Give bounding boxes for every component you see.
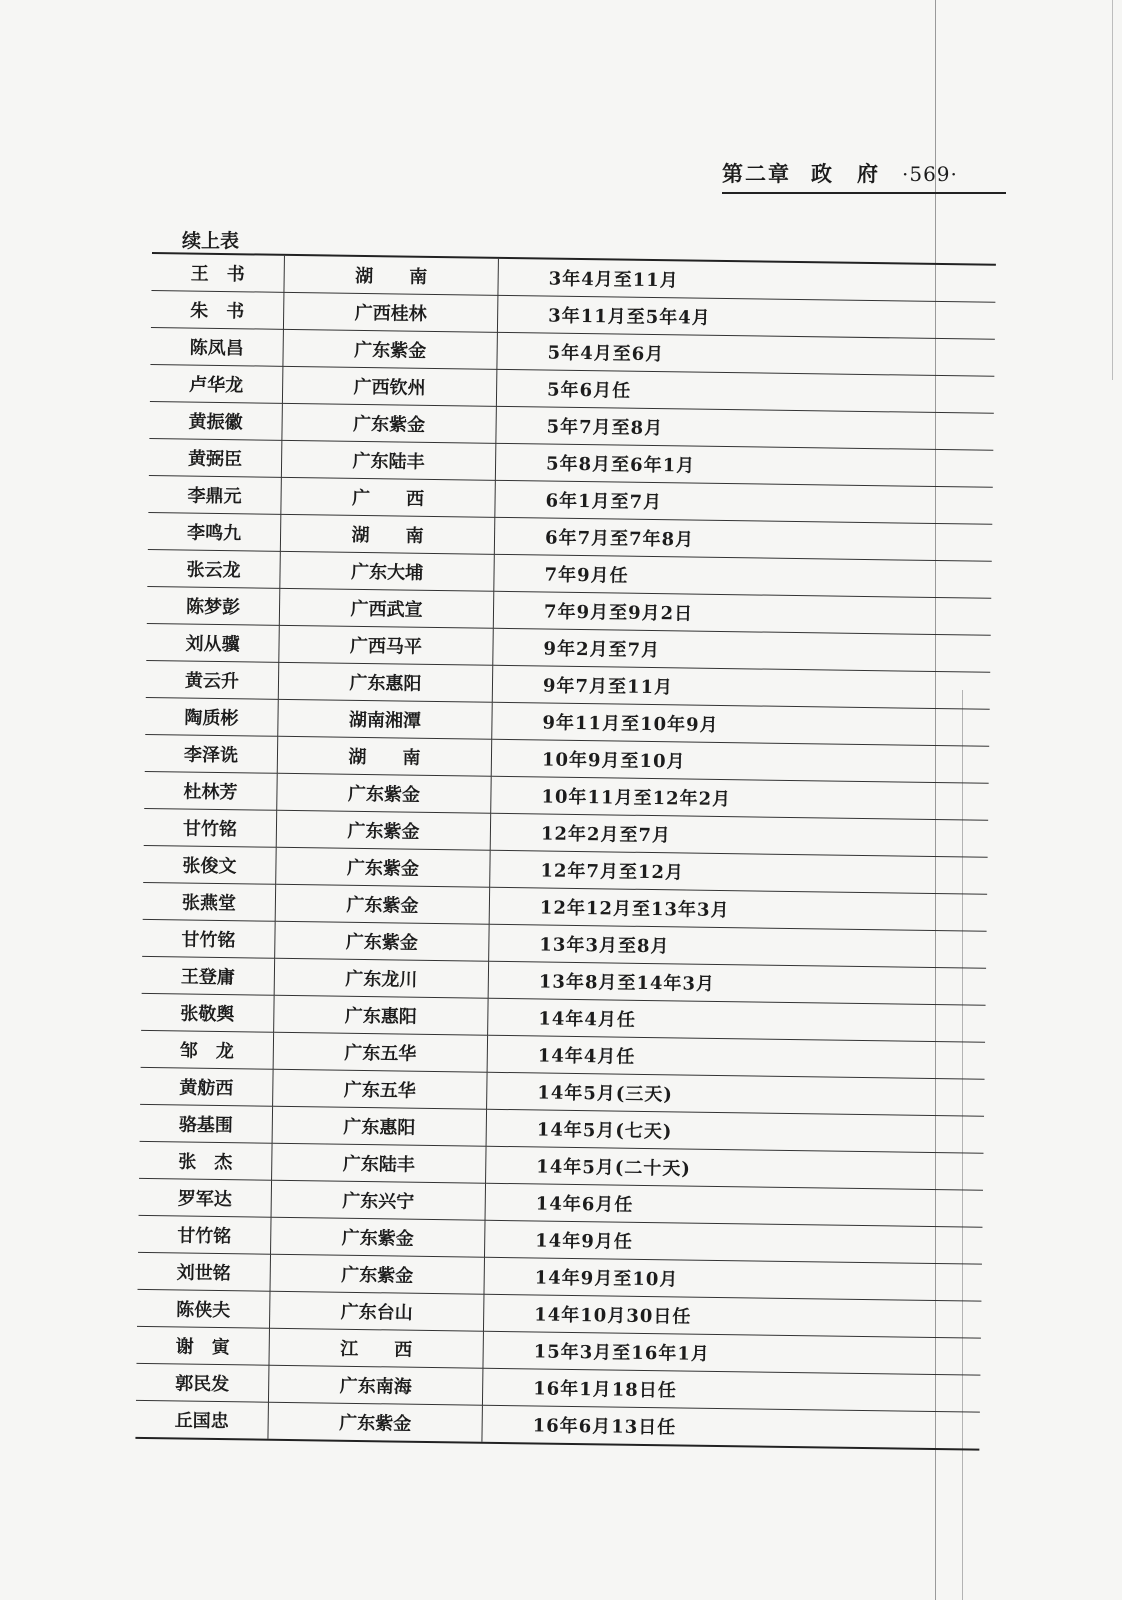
name-cell: 黄云升 [146,660,279,699]
name-cell: 陶质彬 [145,697,278,736]
native-place-cell: 广东紫金 [275,921,489,961]
term-cell: 14年4月任 [488,998,986,1042]
name-cell: 陈梦彭 [147,586,280,625]
name-cell: 张燕堂 [143,882,276,921]
native-place-cell: 湖南湘潭 [278,699,492,739]
native-place-cell: 广东兴宁 [271,1180,485,1220]
term-cell: 10年11月至12年2月 [491,776,989,820]
native-place-cell: 广东紫金 [275,884,489,924]
native-place-cell: 广东惠阳 [278,662,492,702]
page-number: ·569· [902,162,958,186]
term-cell: 16年1月18日任 [482,1368,980,1412]
name-cell: 李泽诜 [145,734,278,773]
name-cell: 邹 龙 [141,1030,274,1069]
term-cell: 10年9月至10月 [491,739,989,783]
term-cell: 5年4月至6月 [497,332,995,376]
term-cell: 9年7月至11月 [492,665,990,709]
term-cell: 5年6月任 [496,369,994,413]
name-cell: 骆基围 [140,1104,273,1143]
name-cell: 王登庸 [142,956,275,995]
name-cell: 丘国忠 [135,1400,268,1438]
native-place-cell: 广西桂林 [283,292,497,332]
term-cell: 9年11月至10年9月 [492,702,990,746]
term-cell: 13年3月至8月 [489,924,987,968]
native-place-cell: 广东陆丰 [281,440,495,480]
page-edge-line [1112,0,1113,380]
native-place-cell: 广东南海 [268,1365,482,1405]
native-place-cell: 广东陆丰 [272,1143,486,1183]
term-cell: 3年11月至5年4月 [497,295,995,339]
term-cell: 14年5月(七天) [486,1109,984,1153]
name-cell: 杜林芳 [144,771,277,810]
name-cell: 张云龙 [147,549,280,588]
term-cell: 5年7月至8月 [496,406,994,450]
native-place-cell: 湖 南 [280,514,494,554]
name-cell: 刘从骥 [146,623,279,662]
native-place-cell: 广东紫金 [282,403,496,443]
native-place-cell: 江 西 [269,1328,483,1368]
chapter-label: 第二章 [722,161,791,186]
name-cell: 郭民发 [136,1363,269,1402]
native-place-cell: 广东紫金 [283,329,497,369]
name-cell: 张敬舆 [141,993,274,1032]
native-place-cell: 广东惠阳 [272,1106,486,1146]
term-cell: 13年8月至14年3月 [488,961,986,1005]
term-cell: 14年4月任 [487,1035,985,1079]
term-cell: 14年5月(二十天) [486,1146,984,1190]
native-place-cell: 湖 南 [277,736,491,776]
term-cell: 16年6月13日任 [532,1415,677,1439]
native-place-cell: 广东紫金 [277,773,491,813]
running-header [722,158,1004,188]
name-cell: 甘竹铭 [138,1215,271,1254]
table-caption: 续上表 [182,230,240,252]
name-cell: 王 书 [151,254,284,292]
term-cell: 12年2月至7月 [490,813,988,857]
name-cell: 甘竹铭 [142,919,275,958]
header-rule [722,192,1006,194]
native-place-cell: 广东紫金 [276,810,490,850]
term-cell: 14年9月任 [484,1220,982,1264]
native-place-cell: 广东紫金 [271,1217,485,1257]
term-cell: 6年7月至7年8月 [494,517,992,561]
native-place-cell: 广 西 [281,477,495,517]
name-cell: 李鼎元 [148,475,281,514]
name-cell: 卢华龙 [150,364,283,403]
native-place-cell: 广东五华 [273,1032,487,1072]
native-place-cell: 湖 南 [284,256,498,295]
term-cell: 7年9月任 [494,554,992,598]
native-place-cell: 广西马平 [279,625,493,665]
term-cell: 7年9月至9月2日 [493,591,991,635]
chapter-title: 政 府 [811,161,880,186]
native-place-cell: 广东龙川 [274,958,488,998]
term-cell: 3年4月至11月 [498,259,996,302]
term-cell: 12年7月至12月 [490,850,988,894]
native-place-cell: 广西武宣 [279,588,493,628]
name-cell: 张 杰 [139,1141,272,1180]
officials-table [135,252,995,1451]
name-cell: 罗军达 [139,1178,272,1217]
term-cell: 5年8月至6年1月 [495,443,993,487]
name-cell: 李鸣九 [148,512,281,551]
name-cell: 甘竹铭 [144,808,277,847]
native-place-cell: 广东五华 [273,1069,487,1109]
name-cell: 陈侠夫 [137,1289,270,1328]
native-place-cell: 广东台山 [269,1291,483,1331]
term-cell: 15年3月至16年1月 [483,1331,981,1375]
term-cell: 14年9月至10月 [484,1257,982,1301]
native-place-cell: 广东惠阳 [274,995,488,1035]
table-body [135,254,995,1449]
term-cell: 14年5月(三天) [487,1072,985,1116]
native-place-cell: 广西钦州 [282,366,496,406]
name-cell: 黄舫西 [140,1067,273,1106]
term-cell: 6年1月至7月 [495,480,993,524]
name-cell: 黄弼臣 [149,438,282,477]
native-place-cell: 广东紫金 [270,1254,484,1294]
native-place-cell: 广东大埔 [280,551,494,591]
native-place-cell: 广东紫金 [276,847,490,887]
name-cell: 黄振徽 [149,401,282,440]
name-cell: 谢 寅 [136,1326,269,1365]
name-cell: 朱 书 [151,290,284,329]
name-cell: 张俊文 [143,845,276,884]
term-cell: 12年12月至13年3月 [489,887,987,931]
term-cell: 9年2月至7月 [493,628,991,672]
name-cell: 刘世铭 [138,1252,271,1291]
term-cell: 14年6月任 [485,1183,983,1227]
term-cell: 14年10月30日任 [483,1294,981,1338]
name-cell: 陈凤昌 [150,327,283,366]
native-place-cell: 广东紫金 [268,1402,482,1441]
